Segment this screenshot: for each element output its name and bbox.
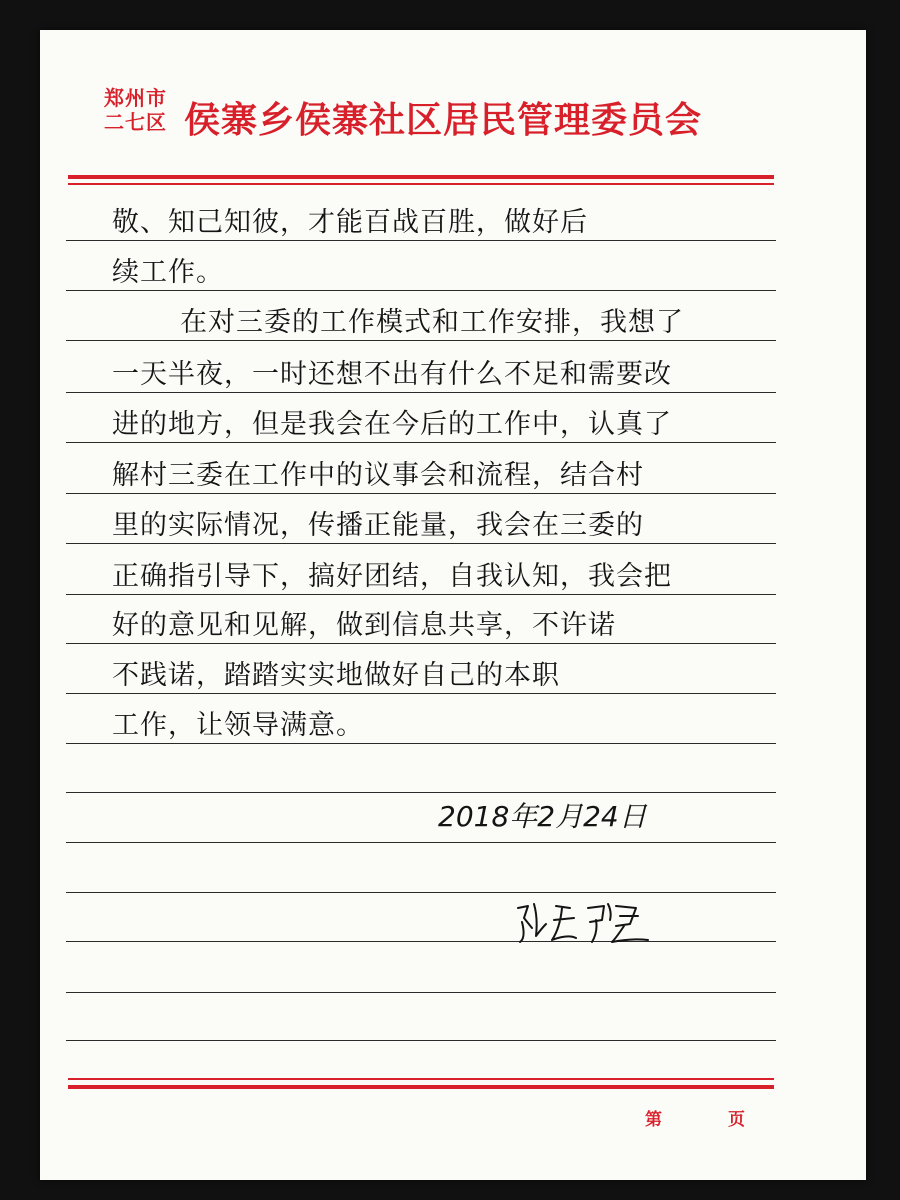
ruled-line [66, 240, 776, 241]
ruled-line [66, 493, 776, 494]
text-line: 正确指引导下，搞好团结，自我认知，我会把 [112, 561, 672, 592]
text-line: 里的实际情况，传播正能量，我会在三委的 [112, 510, 644, 541]
letterhead-district: 二七区 [104, 110, 167, 134]
ruled-line [66, 1040, 776, 1041]
ruled-line [66, 992, 776, 993]
ruled-line [66, 842, 776, 843]
ruled-line [66, 442, 776, 443]
ruled-line [66, 594, 776, 595]
letterhead-location [104, 86, 167, 134]
ruled-line [66, 340, 776, 341]
footer-rule-thick [68, 1085, 774, 1089]
text-line: 在对三委的工作模式和工作安排，我想了 [180, 307, 684, 338]
letterhead-rule-thin [68, 183, 774, 185]
text-line: 工作，让领导满意。 [112, 710, 364, 741]
ruled-line [66, 941, 776, 942]
ruled-line [66, 643, 776, 644]
text-line: 好的意见和见解，做到信息共享，不许诺 [112, 610, 616, 641]
letterhead-city: 郑州市 [104, 86, 167, 110]
text-line: 进的地方，但是我会在今后的工作中，认真了 [112, 409, 672, 440]
ruled-line [66, 892, 776, 893]
letterhead-rule-thick [68, 175, 774, 179]
ruled-line [66, 693, 776, 694]
letterhead-organization: 侯寨乡侯寨社区居民管理委员会 [184, 99, 703, 141]
signature-scribble [512, 898, 662, 946]
footer-rule-thin [68, 1078, 774, 1080]
ruled-line [66, 290, 776, 291]
text-line: 一天半夜，一时还想不出有什么不足和需要改 [112, 359, 672, 390]
text-line: 敬、知己知彼，才能百战百胜，做好后 [112, 207, 588, 238]
text-line: 解村三委在工作中的议事会和流程，结合村 [112, 460, 644, 491]
text-line: 不践诺，踏踏实实地做好自己的本职 [112, 660, 560, 691]
letter-date: 2018年2月24日 [438, 800, 647, 833]
ruled-line [66, 792, 776, 793]
ruled-line [66, 743, 776, 744]
page-number-suffix: 页 [728, 1110, 745, 1130]
ruled-line [66, 392, 776, 393]
text-line: 续工作。 [112, 257, 224, 288]
page-number-prefix: 第 [645, 1110, 662, 1130]
ruled-line [66, 543, 776, 544]
